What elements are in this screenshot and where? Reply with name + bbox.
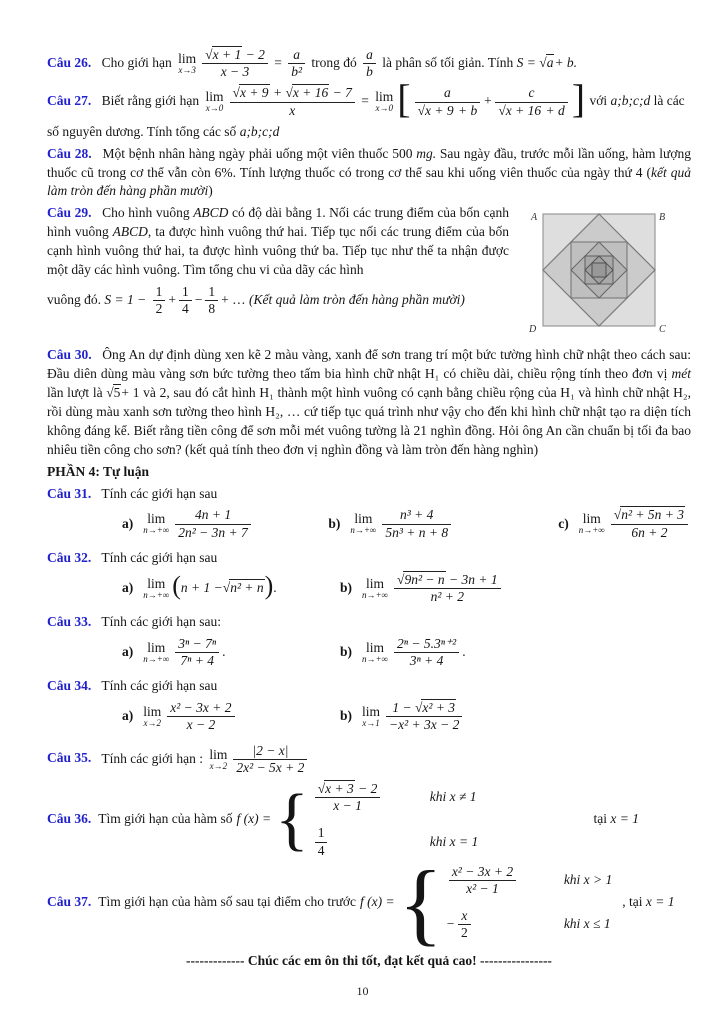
radical-icon: √: [205, 47, 213, 62]
limit-subscript: x→0: [375, 103, 393, 114]
question-text: Tính các giới hạn :: [101, 750, 204, 766]
question-34-items: [47, 699, 691, 734]
piecewise-function: { $\frac{√x + 3 - 2}{x - 1}$ khi x ≠ 1 $\frac{1}{4}$ khi x = 1: [275, 780, 479, 858]
radical-icon: √: [397, 571, 405, 587]
sqrt-expression: √n² + 5n + 3: [613, 507, 684, 523]
question-text: Cho hình vuông: [102, 205, 190, 221]
sqrt-expression: √x + 9: [232, 85, 269, 101]
radical-icon: √: [417, 102, 425, 118]
limit-operator: lim n→+∞: [143, 575, 170, 600]
question-29-label: Câu 29.: [47, 205, 92, 221]
question-36-label: Câu 36.: [47, 811, 92, 827]
at-point: tại x = 1: [593, 811, 639, 827]
question-text: Biết rằng giới hạn: [101, 93, 200, 109]
limit-operator: lim n→+∞: [143, 511, 170, 536]
left-bracket: [: [397, 76, 411, 122]
question-35: [47, 742, 691, 777]
limit-operator: lim x→2: [209, 746, 228, 771]
question-29-formula: vuông đó. S = 1 − $\frac{1}{2}$ + $\frac{1}{4}$ − $\frac{1}{8}$ + … (Kết quả làm tròn đến hàng phần mười): [47, 283, 465, 317]
question-27-label: Câu 27.: [47, 93, 92, 109]
corner-label-a: A: [531, 212, 538, 224]
radical-icon: √: [232, 85, 240, 101]
question-text: Tìm giới hạn của hàm số: [98, 811, 233, 827]
question-text: là phân số tối giản. Tính: [382, 54, 514, 70]
question-32: [47, 549, 691, 568]
piecewise-function: { $\frac{\text{x² − 3x + 2}}{\text{x² − 1}}$ khi x > 1 − $\frac{x}{2}$ khi x ≤ 1: [398, 851, 613, 954]
question-text: trong đó: [311, 54, 357, 70]
fraction: $\frac{c}{√x + 16 + d}$: [495, 85, 567, 118]
fraction: $\frac{1}{4}$: [315, 825, 328, 858]
case-row: [312, 780, 478, 815]
sqrt-expression: √x + 9: [417, 102, 454, 118]
question-29: Câu 29. Cho hình vuông ABCD có độ dài bằng 1. Nối các trung điểm của bốn cạnh hình vuông ABCD, ta được hình vuông thứ hai. Tiếp tục nối các trung điểm của bốn cạnh hình vuông thứ hai, ta được hình vuông thứ ba. Tiếp tục như thế ta nhận được một dãy các hình vuông. Tìm tổng chu vi của dãy các hình: [47, 205, 510, 277]
radical-icon: √: [106, 385, 114, 401]
radical-icon: √: [414, 700, 423, 716]
fraction: $\frac{√x + 1 - 2}{x - 3}$: [202, 47, 268, 80]
limit-operator: lim x→0: [205, 89, 224, 114]
right-bracket: ]: [571, 76, 586, 122]
nested-squares-svg: [519, 206, 691, 336]
question-32-items: [47, 571, 691, 606]
sqrt-expression: √x + 16: [498, 102, 542, 118]
fraction: $\frac{a}{\text{b²}}$: [288, 47, 305, 80]
question-text: với: [589, 93, 608, 109]
sqrt-expression: √n² + n: [222, 579, 264, 595]
sqrt-expression: √x + 1: [205, 47, 242, 62]
at-point: , tại x = 1: [622, 894, 675, 910]
fraction: $\frac{1}{2}$: [153, 284, 166, 317]
limit-subscript: x→3: [178, 65, 196, 76]
dash-rule-left: -------------: [186, 953, 245, 969]
series-expression: S = 1 −: [104, 291, 147, 307]
sqrt-expression: √x + 3: [317, 780, 354, 796]
radical-icon: √: [539, 54, 547, 70]
question-37: [47, 851, 691, 954]
corner-label-b: B: [659, 212, 666, 224]
item-b: b) lim x→1 $\frac{\text{1 − √x² + 3}}{\text{−x² + 3x − 2}}$: [340, 699, 465, 734]
fraction: $\frac{\text{n³ + 4}}{\text{5n³ + n + 8}}$: [382, 507, 451, 540]
fraction: $\frac{a}{b}$: [363, 47, 376, 80]
question-33-items: [47, 635, 691, 670]
question-27: Câu 27. Biết rằng giới hạn lim x→0 $\frac{√x + 9 + √x + 16 - 7}{x}$ = lim x→0 [ $\frac{a}{√x + 9 + b}$ + $\frac{c}{√x + 16 + d}$ ] với a;b;c;d là các: [47, 76, 685, 122]
corner-label-d: D: [529, 324, 537, 336]
item-b: b) lim n→+∞ $\frac{\text{n³ + 4}}{\text{5n³ + n + 8}}$: [328, 506, 558, 541]
question-35-label: Câu 35.: [47, 750, 92, 766]
question-text: Sau ngày đầu, trước mỗi lần uống, hàm lượng thuốc cũ trong cơ thể vẫn còn 6%. Tính lượng thuốc có trong cơ thể sau khi uống viên thuốc của ngày thứ 4 (: [47, 145, 692, 180]
fraction: $\frac{√x + 9 + √x + 16 - 7}{x}$: [230, 85, 355, 118]
question-26: Câu 26. Cho giới hạn lim x→3 $\frac{√x + 1 - 2}{x - 3}$ = $\frac{a}{\text{b²}}$ trong đó $\frac{a}{b}$ là phân số tối giản. Tính S = √a+ b.: [47, 47, 578, 80]
case-condition: khi x ≤ 1: [563, 916, 611, 932]
question-text: Tính các giới hạn sau: [101, 549, 218, 565]
limit-operator: lim n→+∞: [350, 511, 377, 536]
page-number: 10: [356, 984, 369, 999]
question-30: Câu 30. Ông An dự định dùng xen kẽ 2 màu vàng, xanh để sơn trang trí một bức tường hình chữ nhật theo cách sau: Đầu diên dùng màu vàng sơn bức tường theo tấm bia hình chữ nhật H₁ có chiều dài, chiều rộng tính theo đơn vị mét lần lượt là √5+ 1 và 2, sau đó cắt hình H₁ thành một hình vuông có cạnh bằng chiều rộng của H₁ và hình chữ nhật H₂, rồi dùng màu xanh sơn tường theo hình H₂, … cứ tiếp tục quá trình như vậy cho đến khi hình chữ nhật tạo ra diện tích không đáng kể. Biết rằng tiền công để sơn mỗi mét vuông tường là 21 nghìn đồng. Hỏi ông An cần chuẩn bị tối đa bao nhiêu tiền công cho sơn? (kết quả tính theo đơn vị nghìn đồng và làm tròn đến hàng nghìn): [47, 347, 692, 457]
sqrt-expression: √a: [539, 54, 554, 70]
limit-operator: lim n→+∞: [362, 575, 389, 600]
fraction: $\frac{\text{x² − 3x + 2}}{x - 2}$: [167, 700, 234, 733]
question-note: (Kết quả làm tròn đến hàng phần mười): [248, 291, 465, 307]
case-condition: khi x ≠ 1: [429, 789, 477, 805]
question-text: là các: [653, 93, 685, 109]
sqrt-expression: √x + 16: [285, 85, 329, 101]
case-condition: khi x = 1: [429, 833, 479, 849]
math-expression: S =: [516, 54, 536, 70]
item-a: a) lim n→+∞ $\frac{\text{3ⁿ − 7ⁿ}}{\text{7ⁿ + 4}}$ .: [122, 635, 226, 669]
fraction: $\frac{|2 - x|}{\text{2x² − 5x + 2}}$: [233, 743, 307, 776]
question-31: [47, 485, 691, 504]
limit-subscript: x→0: [205, 103, 224, 114]
radical-icon: √: [317, 780, 326, 796]
question-31-items: [47, 506, 691, 541]
limit-operator: lim n→+∞: [362, 639, 389, 665]
radical-icon: √: [498, 102, 506, 118]
question-36: [47, 780, 691, 860]
corner-label-c: C: [659, 324, 666, 336]
part-4-heading: PHẦN 4: Tự luận: [47, 463, 149, 479]
fraction: $\frac{\text{1 − √x² + 3}}{\text{−x² + 3x − 2}}$: [386, 700, 462, 733]
item-a: a) lim n→+∞ $\frac{4n + 1}{\text{2n² − 3n + 7}}$: [122, 506, 328, 541]
case-row: − $\frac{x}{2}$ khi x ≤ 1: [445, 908, 611, 941]
question-text: Tìm giới hạn của hàm số sau tại điểm cho trước: [98, 894, 357, 910]
fraction: $\frac{\text{√n² + 5n + 3}}{6n + 2}$: [611, 507, 688, 540]
dash-rule-right: ----------------: [480, 953, 552, 969]
question-text: và 2, sau đó cắt hình H₁ thành một hình vuông có cạnh bằng chiều rộng của H₁ và hình chữ nhật H₂, rồi dùng màu xanh sơn tường theo hình H₂, … cứ tiếp tục quá trình như vậy cho đến khi hình chữ nhật tạo ra diện tích không đáng kể. Biết rằng tiền công để sơn mỗi mét vuông tường là 21 nghìn đồng. Hỏi ông An cần chuẩn bị tối đa bao nhiêu tiền công cho sơn? (kết quả tính theo đơn vị nghìn đồng và làm tròn đến hàng nghìn): [47, 385, 691, 457]
item-a: a) lim n→+∞ ( n + 1 − √n² + n ) .: [122, 571, 277, 601]
question-30-label: Câu 30.: [47, 347, 92, 363]
question-34: [47, 677, 691, 696]
nested-squares-figure: [519, 206, 691, 336]
question-27-line2: số nguyên dương. Tính tổng các số a;b;c;d: [47, 123, 280, 139]
closing-message: ------------- Chúc các em ôn thi tốt, đạt kết quả cao! ----------------: [186, 953, 552, 969]
fraction: $\frac{\text{x² − 3x + 2}}{\text{x² − 1}}$: [449, 864, 516, 897]
fraction: $\frac{x}{2}$: [458, 908, 471, 941]
limit-operator: lim x→0: [375, 89, 394, 114]
question-text: Tính các giới hạn sau: [101, 678, 218, 694]
item-a: a) lim x→2 $\frac{\text{x² − 3x + 2}}{x - 2}$: [122, 699, 340, 734]
question-32-label: Câu 32.: [47, 549, 92, 565]
question-text: Tính các giới hạn sau:: [101, 614, 222, 630]
limit-operator: lim n→+∞: [578, 511, 605, 536]
fraction: $\frac{1}{4}$: [179, 284, 192, 317]
radical-icon: √: [222, 579, 231, 595]
question-33: [47, 613, 691, 632]
question-text: có độ dài bằng 1. Nối các trung điểm của bốn cạnh hình vuông: [47, 205, 509, 240]
question-37-label: Câu 37.: [47, 894, 92, 910]
case-row: [312, 824, 478, 859]
question-text: Tính các giới hạn sau: [101, 485, 218, 501]
radical-icon: √: [285, 85, 293, 101]
sqrt-expression: √x² + 3: [414, 700, 456, 716]
fraction: $\frac{\text{√9n² − n − 3n + 1}}{\text{n² + 2}}$: [394, 572, 501, 605]
limit-operator: lim n→+∞: [143, 639, 170, 665]
item-c: c) lim n→+∞ $\frac{\text{√n² + 5n + 3}}{6n + 2}$: [558, 506, 691, 541]
fraction: $\frac{\text{3ⁿ − 7ⁿ}}{\text{7ⁿ + 4}}$: [175, 636, 219, 669]
function-notation: f (x) =: [236, 811, 272, 827]
question-33-label: Câu 33.: [47, 614, 92, 630]
fraction: $\frac{a}{√x + 9 + b}$: [415, 85, 481, 118]
question-note: kết quả làm tròn đến hàng phần mười: [47, 164, 691, 199]
fraction: $\frac{\text{2ⁿ − 5.3ⁿ⁺²}}{\text{3ⁿ + 4}}$: [394, 636, 459, 669]
sqrt-expression: √5: [106, 385, 121, 401]
case-row: [446, 863, 612, 898]
limit-operator: lim x→1: [362, 704, 381, 729]
question-28-label: Câu 28.: [47, 145, 92, 161]
question-34-label: Câu 34.: [47, 678, 92, 694]
question-text: số nguyên dương. Tính tổng các số: [47, 123, 237, 139]
question-text: Ông An dự định dùng xen kẽ 2 màu vàng, xanh để sơn trang trí một bức tường hình chữ nhật theo cách sau: Đầu diên dùng màu vàng sơn bức tường theo tấm bia hình chữ nhật H₁ có chiều dài, chiều rộng tính theo đơn vị: [47, 347, 692, 382]
radical-icon: √: [613, 507, 622, 523]
question-text: , ta được hình vuông thứ hai. Tiếp tục nối các trung điểm của bốn cạnh hình vuông thứ hai, ta được hình vuông thứ ba. Tiếp tục như thế ta nhận được một dãy các hình vuông. Tìm tổng chu vi của dãy các hình: [47, 224, 510, 277]
fraction: $\frac{√x + 3 - 2}{x - 1}$: [315, 781, 381, 814]
question-text: Một bệnh nhân hàng ngày phải uống một viên thuốc 500: [102, 145, 413, 161]
case-condition: khi x > 1: [563, 871, 613, 887]
fraction: $\frac{4n + 1}{\text{2n² − 3n + 7}}$: [175, 507, 251, 540]
question-26-label: Câu 26.: [47, 54, 92, 70]
fraction: $\frac{1}{8}$: [205, 284, 218, 317]
item-b: b) lim n→+∞ $\frac{\text{√9n² − n − 3n + 1}}{\text{n² + 2}}$: [340, 571, 504, 606]
function-notation: f (x) =: [360, 894, 395, 910]
limit-operator: lim x→3: [178, 50, 197, 76]
question-31-label: Câu 31.: [47, 485, 92, 501]
question-29-block: [47, 204, 691, 346]
question-28: Câu 28. Một bệnh nhân hàng ngày phải uống một viên thuốc 500 mg. Sau ngày đầu, trước mỗi lần uống, hàm lượng thuốc cũ trong cơ thể vẫn còn 6%. Tính lượng thuốc có trong cơ thể sau khi uống viên thuốc của ngày thứ 4 (kết quả làm tròn đến hàng phần mười): [47, 145, 692, 199]
sqrt-expression: √9n² − n: [397, 571, 445, 587]
question-text: Cho giới hạn: [101, 54, 172, 70]
item-b: b) lim n→+∞ $\frac{\text{2ⁿ − 5.3ⁿ⁺²}}{\text{3ⁿ + 4}}$ .: [340, 635, 466, 669]
limit-operator: lim x→2: [143, 704, 162, 729]
